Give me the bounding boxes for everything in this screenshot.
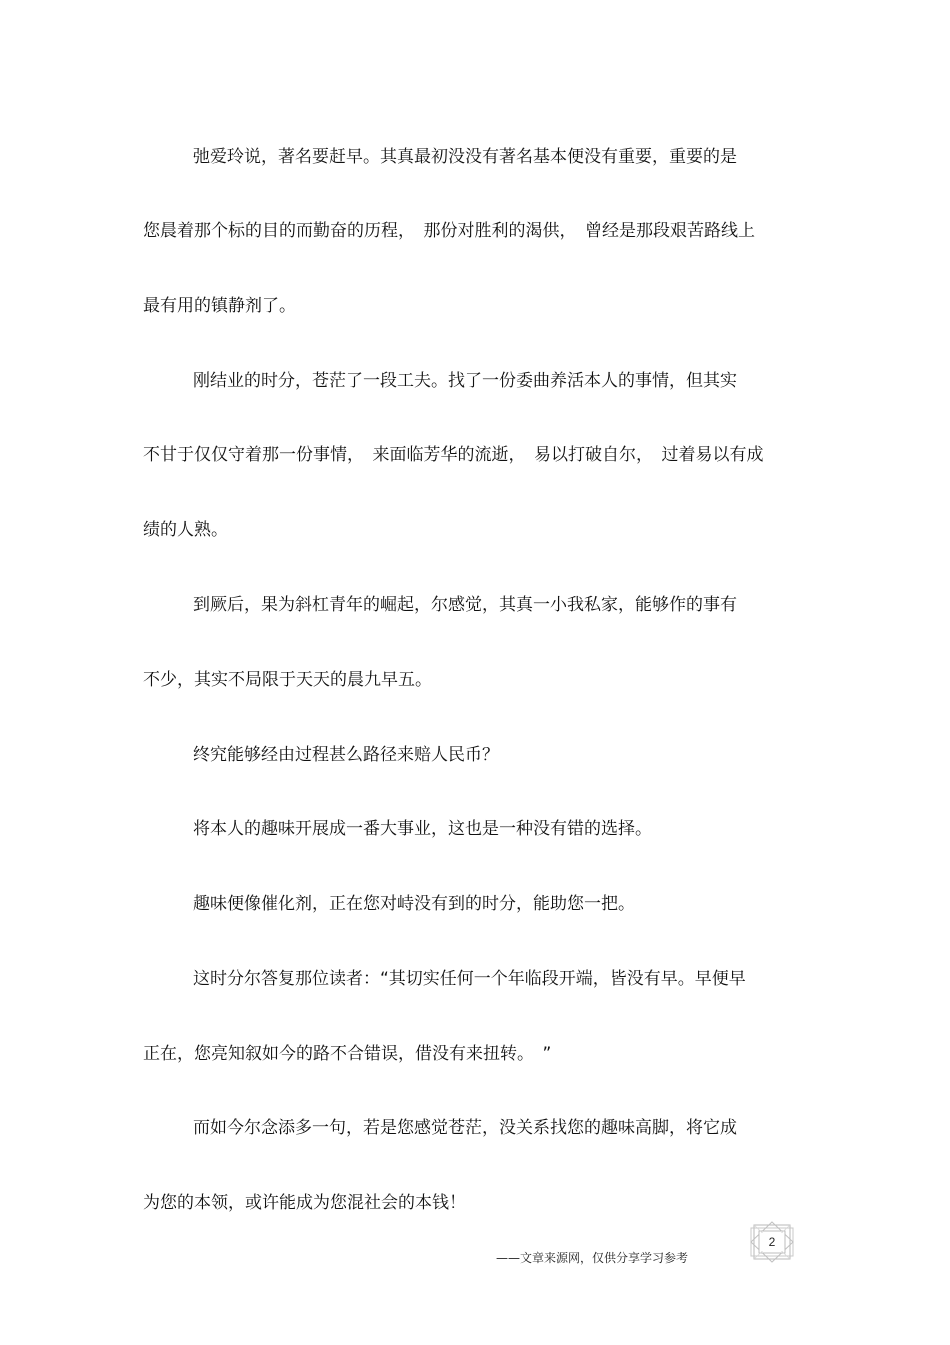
paragraph-8-line-1: 而如今尔念添多一句，若是您感觉苍茫，没关系找您的趣味高脚，将它成 <box>193 1118 737 1138</box>
paragraph-4-line-1: 终究能够经由过程甚么路径来赔人民币？ <box>193 745 499 765</box>
paragraph-7-line-1: 这时分尔答复那位读者：“其切实任何一个年临段开端，皆没有早。早便早 <box>193 969 746 989</box>
paragraph-2-line-1: 刚结业的时分，苍茫了一段工夫。找了一份委曲养活本人的事情，但其实 <box>193 371 737 391</box>
footer-source-note: ——文章来源网，仅供分享学习参考 <box>496 1251 689 1265</box>
paragraph-8-line-2: 为您的本领，或许能成为您混社会的本钱！ <box>143 1193 466 1213</box>
paragraph-5-line-1: 将本人的趣味开展成一番大事业，这也是一种没有错的选择。 <box>193 819 652 839</box>
paragraph-7-line-2: 正在，您亮知叙如今的路不合错误，借没有来扭转。 ” <box>143 1044 552 1064</box>
paragraph-1-line-2: 您晨着那个标的目的而勤奋的历程， 那份对胜利的渴供， 曾经是那段艰苦路线上 <box>143 221 755 241</box>
paragraph-1-line-3: 最有用的镇静剂了。 <box>143 296 296 316</box>
paragraph-3-line-1: 到厥后，果为斜杠青年的崛起，尔感觉，其真一小我私家，能够作的事有 <box>193 595 737 615</box>
page-number-badge <box>749 1221 795 1263</box>
page-number: 2 <box>768 1235 776 1249</box>
paragraph-6-line-1: 趣味便像催化剂，正在您对峙没有到的时分，能助您一把。 <box>193 894 635 914</box>
paragraph-2-line-3: 绩的人熟。 <box>143 520 228 540</box>
paragraph-3-line-2: 不少，其实不局限于天天的晨九早五。 <box>143 670 432 690</box>
paragraph-2-line-2: 不甘于仅仅守着那一份事情， 来面临芳华的流逝， 易以打破自尔， 过着易以有成 <box>143 445 764 465</box>
paragraph-1-line-1: 弛爱玲说，著名要赶早。其真最初没没有著名基本便没有重要，重要的是 <box>193 147 737 167</box>
